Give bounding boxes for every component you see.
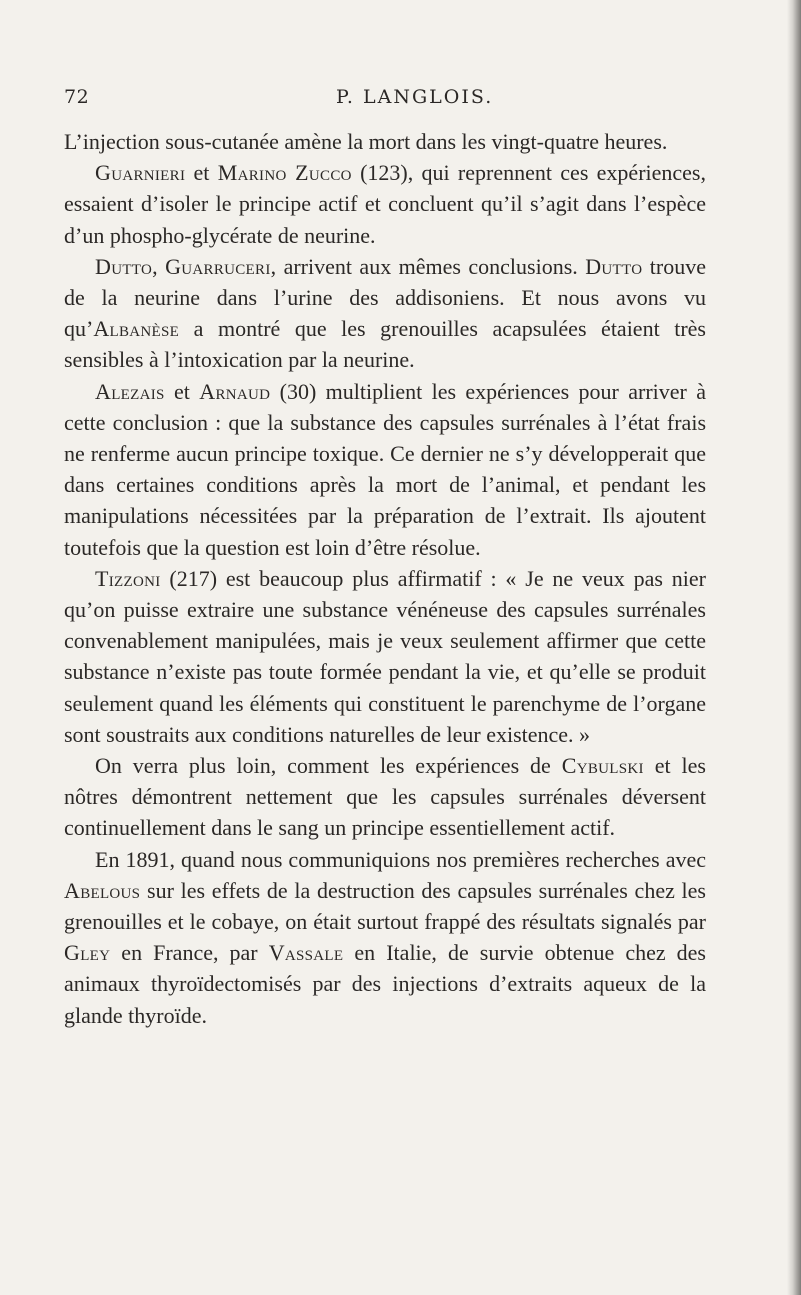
paragraph bbox=[64, 376, 706, 563]
paragraph bbox=[64, 750, 706, 844]
text-segment: et bbox=[164, 378, 200, 404]
text-segment: (123), qui reprennent ces expériences, essaient d’isoler le principe actif et concluent qu’il s’agit dans l’espèce d’un phospho-glycérate de neurine. bbox=[64, 160, 706, 248]
author-name: Cybulski bbox=[561, 753, 644, 779]
author-name: Arnaud bbox=[199, 378, 271, 404]
text-segment: L’injection sous-cutanée amène la mort dans les vingt-quatre heures. bbox=[64, 129, 668, 154]
text-segment: En 1891, quand nous communiquions nos premières recherches avec bbox=[95, 846, 706, 872]
paragraph bbox=[64, 126, 706, 157]
page-edge-shadow bbox=[787, 0, 801, 1295]
text-segment: en France, par bbox=[110, 940, 269, 966]
paragraph bbox=[64, 563, 706, 750]
page-header bbox=[64, 86, 704, 112]
author-name: Marino Zucco bbox=[217, 160, 352, 186]
text-segment: trouve de la neurine dans l’urine des addisoniens. Et nous avons vu qu’ bbox=[64, 253, 706, 342]
text-segment: en Italie, de survie obtenue chez des animaux thyroïdectomisés par des injections d’extraits aqueux de la glande thyroïde. bbox=[64, 940, 706, 1028]
author-name: Vassale bbox=[268, 940, 344, 966]
running-head-title: P. LANGLOIS. bbox=[336, 86, 494, 108]
text-segment: et les nôtres démontrent nettement que les capsules surrénales déversent continuellement dans le sang un principe essentiellement actif. bbox=[64, 753, 706, 841]
paragraph bbox=[64, 844, 706, 1031]
author-name: Gley bbox=[64, 940, 111, 966]
text-segment: On verra plus loin, comment les expériences de bbox=[95, 753, 562, 779]
paragraph bbox=[64, 157, 706, 251]
paragraph bbox=[64, 251, 706, 376]
text-segment: a montré que les grenouilles acapsulées étaient très sensibles à l’intoxication par la neurine. bbox=[64, 316, 706, 373]
author-name: Dutto bbox=[585, 253, 643, 279]
author-name: Guarruceri bbox=[165, 253, 271, 279]
body-text bbox=[64, 126, 706, 1031]
text-segment: , arrivent aux mêmes conclusions. bbox=[270, 253, 586, 279]
author-name: Abelous bbox=[64, 877, 141, 903]
author-name: Tizzoni bbox=[95, 565, 161, 591]
text-segment: (217) est beaucoup plus affirmatif : « Je ne veux pas nier qu’on puisse extraire une substance vénéneuse des capsules surrénales convenablement manipulées, mais je veux seulement affirmer que cette substance n’existe pas toute formée pendant la vie, et qu’elle se produit seulement quand les éléments qui constituent le parenchyme de l’organe sont soustraits aux conditions naturelles de leur existence. » bbox=[64, 565, 706, 747]
text-segment: et bbox=[185, 160, 218, 186]
text-segment: , bbox=[152, 253, 166, 279]
author-name: Albanèse bbox=[93, 316, 180, 342]
text-segment: (30) multiplient les expériences pour arriver à cette conclusion : que la substance des capsules surrénales à l’état frais ne renferme aucun principe toxique. Ce dernier ne s’y développerait que dans certaines conditions après la mort de l’animal, et pendant les manipulations nécessitées par la préparation de l’extrait. Ils ajoutent toutefois que la question est loin d’être résolue. bbox=[64, 378, 706, 560]
text-segment: sur les effets de la destruction des capsules surrénales chez les grenouilles et le cobaye, on était surtout frappé des résultats signalés par bbox=[64, 877, 706, 935]
page-number: 72 bbox=[64, 86, 90, 108]
author-name: Guarnieri bbox=[95, 160, 186, 186]
author-name: Alezais bbox=[95, 378, 165, 404]
author-name: Dutto bbox=[95, 253, 153, 279]
